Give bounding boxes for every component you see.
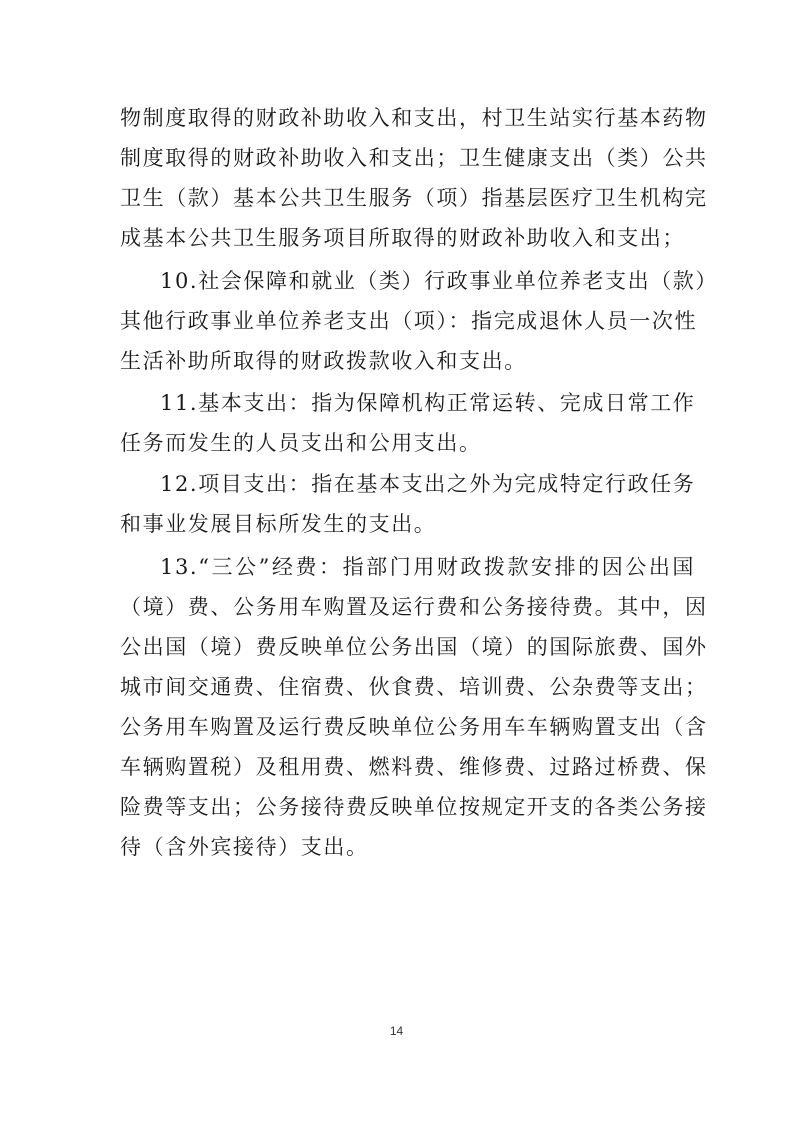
paragraph-item-13 <box>120 547 708 867</box>
page-number: 14 <box>389 1024 404 1038</box>
text-line: 公务用车购置及运行费反映单位公务用车车辆购置支出（含 <box>120 715 708 739</box>
text-line: 10.社会保障和就业（类）行政事业单位养老支出（款） <box>160 269 718 293</box>
text-line: 待（含外宾接待）支出。 <box>120 835 369 859</box>
text-line: 车辆购置税）及租用费、燃料费、维修费、过路过桥费、保 <box>120 755 708 779</box>
text-line: 物制度取得的财政补助收入和支出，村卫生站实行基本药物 <box>120 106 708 130</box>
text-line: 生活补助所取得的财政拨款收入和支出。 <box>120 349 527 373</box>
text-line: 险费等支出；公务接待费反映单位按规定开支的各类公务接 <box>120 795 708 819</box>
text-line: 和事业发展目标所发生的支出。 <box>120 512 437 536</box>
text-line: 13.“三公”经费：指部门用财政拨款安排的因公出国 <box>160 555 695 579</box>
paragraph-continuation <box>120 98 708 258</box>
text-line: 11.基本支出：指为保障机构正常运转、完成日常工作 <box>160 391 696 415</box>
text-line: 成基本公共卫生服务项目所取得的财政补助收入和支出； <box>120 226 685 250</box>
paragraph-item-10 <box>120 261 718 381</box>
paragraph-item-11 <box>120 383 695 463</box>
text-line: （境）费、公务用车购置及运行费和公务接待费。其中，因 <box>120 595 708 619</box>
text-line: 城市间交通费、住宿费、伙食费、培训费、公杂费等支出； <box>120 675 708 699</box>
paragraph-item-12 <box>120 464 695 544</box>
text-line: 公出国（境）费反映单位公务出国（境）的国际旅费、国外 <box>120 635 708 659</box>
text-line: 12.项目支出：指在基本支出之外为完成特定行政任务 <box>160 472 696 496</box>
text-line: 任务而发生的人员支出和公用支出。 <box>120 431 482 455</box>
text-line: 其他行政事业单位养老支出（项）：指完成退休人员一次性 <box>120 309 698 333</box>
text-line: 卫生（款）基本公共卫生服务（项）指基层医疗卫生机构完 <box>120 186 708 210</box>
text-line: 制度取得的财政补助收入和支出；卫生健康支出（类）公共 <box>120 146 708 170</box>
